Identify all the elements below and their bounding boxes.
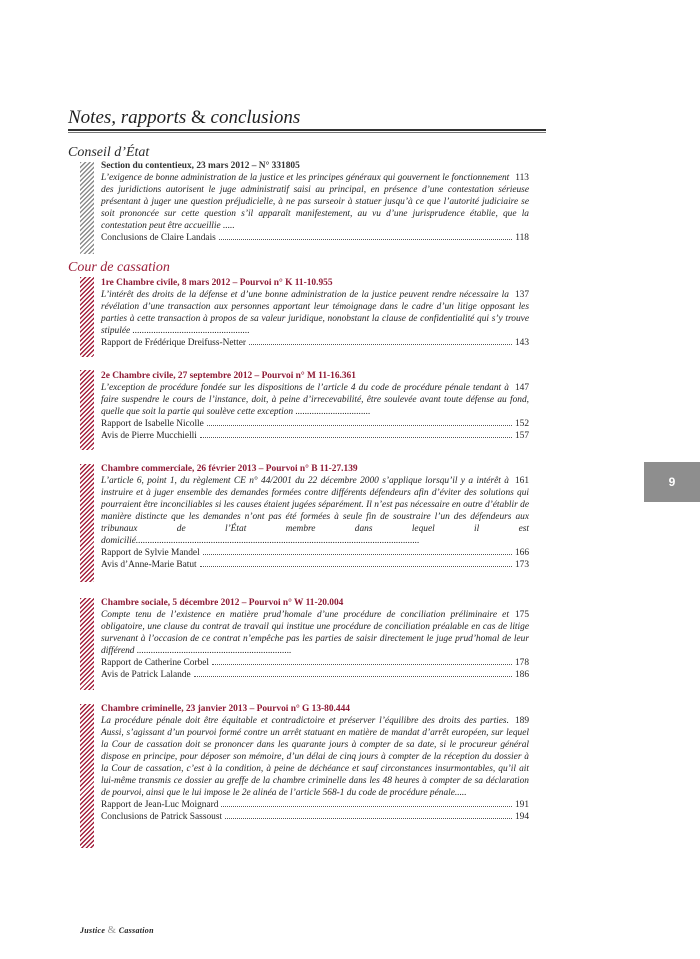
summary-text: L’intérêt des droits de la défense et d’une bonne administration de la justice peuvent rendre nécessaire la révélation d’une transaction aux personnes apportant leur témoignage dans le cadre d’un litige opposant les parties à cette transaction à propos de sa valeur juridique, nonobstant la clause de confidentialité qui s’y trouve stipulée .................................................. xyxy=(101,290,529,336)
document-label: Rapport de Isabelle Nicolle xyxy=(101,419,204,429)
document-link[interactable] xyxy=(101,430,529,442)
document-link[interactable] xyxy=(101,418,529,430)
document-label: Conclusions de Claire Landais xyxy=(101,233,216,243)
leader-dots xyxy=(219,239,512,240)
section-title-conseil-etat: Conseil d’État xyxy=(68,145,150,160)
summary-text: L’exception de procédure fondée sur les dispositions de l’article 4 du code de procédure pénale tendant à faire suspendre le cours de l’instance, doit, à peine d’irrecevabilité, être soulevée avant toute défense au fond, quelle que soit la partie qui soulève cette exception ................................ xyxy=(101,383,529,417)
entry-title: 1re Chambre civile, 8 mars 2012 – Pourvoi n° K 11-10.955 xyxy=(101,278,333,288)
document-page: 166 xyxy=(514,548,529,558)
entry-title: Chambre criminelle, 23 janvier 2013 – Pourvoi n° G 13-80.444 xyxy=(101,704,350,714)
document-label: Conclusions de Patrick Sassoust xyxy=(101,812,223,822)
document-link[interactable] xyxy=(101,811,529,823)
entry-summary xyxy=(101,609,529,657)
document-link[interactable] xyxy=(101,657,529,669)
summary-text: Compte tenu de l’existence en matière prud’homale d’une procédure de conciliation préliminaire et obligatoire, une clause du contrat de travail qui institue une procédure de conciliation préalable en cas de litige survenant à l’occasion de ce contrat n’empêche pas les parties de saisir directement le juge prud’homal de leur différend .................................................................. xyxy=(101,610,529,656)
entry-chambre-commerciale xyxy=(101,463,529,571)
leader-dots xyxy=(212,664,512,665)
summary-text: L’article 6, point 1, du règlement CE n° 44/2001 du 22 décembre 2000 s’applique lorsqu’il y a intérêt à instruire et à juger ensemble des demandes formées contre différents défendeurs afin d’éviter des solutions qui pourraient être inconciliables si les causes étaient jugées séparément. Il n’est pas nécessaire en outre d’établir de manière distincte que les demandes n’ont pas été formées à seule fin de soustraire l’un des défendeurs aux tribunaux de l’État membre dans lequel il est domicilié......................................................................................................................... xyxy=(101,476,529,546)
entry-title: Section du contentieux, 23 mars 2012 – N° 331805 xyxy=(101,161,300,171)
heading-rule-thin xyxy=(68,132,546,133)
heading-ampersand: & xyxy=(191,107,206,128)
entry-chambre-sociale xyxy=(101,597,529,681)
footer-logo xyxy=(80,924,154,936)
heading-part-1: Notes, rapports xyxy=(68,107,187,128)
document-link[interactable] xyxy=(101,799,529,811)
heading-part-2: conclusions xyxy=(210,107,301,128)
document-link[interactable] xyxy=(101,337,529,349)
document-page: 173 xyxy=(514,560,529,570)
document-page: 191 xyxy=(514,800,529,810)
document-page: 118 xyxy=(515,233,529,243)
footer-ampersand: & xyxy=(107,924,117,936)
leader-dots xyxy=(207,425,512,426)
leader-dots xyxy=(203,554,512,555)
entry-conseil-etat xyxy=(101,160,529,244)
document-label: Avis de Patrick Lalande xyxy=(101,670,191,680)
entry-title: Chambre sociale, 5 décembre 2012 – Pourvoi n° W 11-20.004 xyxy=(101,598,344,608)
page-number-tab: 9 xyxy=(644,462,700,502)
document-label: Rapport de Sylvie Mandel xyxy=(101,548,200,558)
document-label: Rapport de Catherine Corbel xyxy=(101,658,210,668)
leader-dots xyxy=(225,818,512,819)
section-marker-red xyxy=(80,277,94,357)
document-label: Rapport de Jean-Luc Moignard xyxy=(101,800,219,810)
heading-rule xyxy=(68,129,546,131)
section-marker-red xyxy=(80,704,94,848)
section-marker-red xyxy=(80,464,94,582)
document-link[interactable] xyxy=(101,232,529,244)
leader-dots xyxy=(194,676,512,677)
document-page: 194 xyxy=(514,812,529,822)
page-heading xyxy=(68,107,300,129)
document-page: 157 xyxy=(514,431,529,441)
entry-1re-chambre-civile xyxy=(101,277,529,349)
summary-page: 147 xyxy=(514,383,529,393)
summary-text: L’exigence de bonne administration de la justice et les principes généraux qui gouvernent le fonctionnement des juridictions autorisent le juge administratif saisi au principal, en présence d’une contestation sérieuse présentant à juger une question préjudicielle, à ne pas surseoir à statuer jusqu’à ce que l’autorité judiciaire se soit prononcée sur cette question s’il apparaît manifestement, au vu d’une jurisprudence établie, que la contestation peut être accueillie ..... xyxy=(101,173,529,231)
entry-2e-chambre-civile xyxy=(101,370,529,442)
footer-right: Cassation xyxy=(118,926,154,935)
entry-summary xyxy=(101,382,529,418)
document-page: 143 xyxy=(514,338,529,348)
document-label: Rapport de Frédérique Dreifuss-Netter xyxy=(101,338,247,348)
document-link[interactable] xyxy=(101,669,529,681)
leader-dots xyxy=(249,344,512,345)
entry-title: Chambre commerciale, 26 février 2013 – Pourvoi n° B 11-27.139 xyxy=(101,464,358,474)
summary-page: 113 xyxy=(515,173,529,183)
summary-page: 189 xyxy=(514,716,529,726)
document-page: 186 xyxy=(514,670,529,680)
summary-page: 175 xyxy=(514,610,529,620)
summary-page: 161 xyxy=(514,476,529,486)
document-label: Avis de Pierre Mucchielli xyxy=(101,431,197,441)
leader-dots xyxy=(221,806,512,807)
document-label: Avis d’Anne-Marie Batut xyxy=(101,560,197,570)
leader-dots xyxy=(200,437,512,438)
entry-summary xyxy=(101,475,529,547)
document-page: 152 xyxy=(514,419,529,429)
section-marker-gray xyxy=(80,162,94,254)
entry-summary xyxy=(101,715,529,799)
entry-chambre-criminelle xyxy=(101,703,529,823)
footer-left: Justice xyxy=(80,926,106,935)
section-title-cour-cassation: Cour de cassation xyxy=(68,260,170,275)
entry-title: 2e Chambre civile, 27 septembre 2012 – Pourvoi n° M 11-16.361 xyxy=(101,371,356,381)
document-link[interactable] xyxy=(101,547,529,559)
leader-dots xyxy=(200,566,512,567)
section-marker-red xyxy=(80,370,94,450)
entry-summary xyxy=(101,172,529,232)
section-marker-red xyxy=(80,598,94,690)
summary-text: La procédure pénale doit être équitable et contradictoire et préserver l’équilibre des droits des parties. Aussi, s’agissant d’un pourvoi formé contre un arrêt statuant en matière de mandat d’arrêt européen, sur lequel la Cour de cassation doit se prononcer dans les quarante jours à compter de sa date, si le procureur général dispose en principe, pour déposer son mémoire, d’un délai de cinq jours à compter de la réception du dossier à la Cour de cassation, c’est à la condition, à peine de déchéance et sauf circonstances insurmontables, qu’il ait lui-même transmis ce dossier au greffe de la chambre criminelle dans les 48 heures à compter de sa déclaration de pourvoi, ainsi que le lui impose le 2e alinéa de l’article 568-1 du code de procédure pénale..... xyxy=(101,716,529,798)
document-link[interactable] xyxy=(101,559,529,571)
entry-summary xyxy=(101,289,529,337)
document-page: 178 xyxy=(514,658,529,668)
summary-page: 137 xyxy=(514,290,529,300)
